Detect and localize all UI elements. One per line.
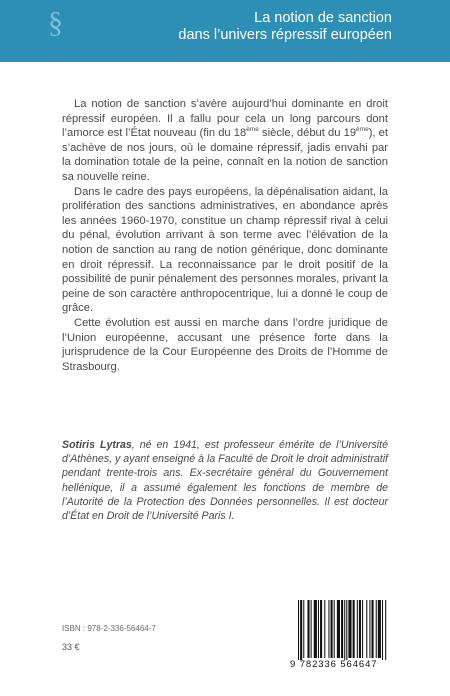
barcode-bar xyxy=(346,600,347,660)
barcode-bar xyxy=(334,600,335,658)
book-title-line-1: La notion de sanction xyxy=(254,10,392,26)
barcode-bar xyxy=(376,600,377,658)
barcode-bar xyxy=(318,600,319,658)
barcode-bar xyxy=(369,600,370,658)
barcode-bar xyxy=(359,600,361,658)
barcode xyxy=(290,598,397,676)
barcode-bars xyxy=(290,598,397,660)
barcode-bar xyxy=(362,600,363,658)
barcode-bar xyxy=(337,600,340,658)
back-cover-summary xyxy=(62,97,388,374)
book-title-line-2: dans l’univers répressif européen xyxy=(178,27,392,43)
author-bio-text: , né en 1941, est professeur émérite de l’Université d’Athènes, y ayant enseigné à la Faculté de Droit le droit administratif pendant trente-trois ans. Ex-secrétaire général du Gouvernement hellénique, il a assumé également les fonctions de membre de l’Autorité de la Protection des Données personnelles. Il est docteur d’État en Droit de l’Université Paris I. xyxy=(62,439,388,523)
author-bio xyxy=(62,438,388,523)
barcode-bar xyxy=(378,600,381,658)
barcode-digits: 9 782336 564647 xyxy=(290,659,378,670)
barcode-bar xyxy=(353,600,355,658)
barcode-bar xyxy=(331,600,333,658)
isbn-number: ISBN : 978-2-336-56464-7 xyxy=(62,624,156,633)
price: 33 € xyxy=(62,642,80,652)
cover-header-band xyxy=(0,0,450,62)
barcode-bar xyxy=(328,600,329,658)
barcode-bar xyxy=(314,600,317,658)
author-name: Sotiris Lytras xyxy=(62,439,132,451)
barcode-bar xyxy=(366,600,367,658)
barcode-bar xyxy=(372,600,374,658)
barcode-bar xyxy=(385,600,386,660)
barcode-bar xyxy=(298,600,299,660)
barcode-bar xyxy=(382,600,383,660)
barcode-bar xyxy=(324,600,325,658)
summary-paragraph-3: Cette évolution est aussi en marche dans l’ordre juridique de l’Union européenne, accusant une présence forte dans la jurisprudence de la Cour Européenne des Droits de l’Homme de Strasbourg. xyxy=(62,316,388,373)
barcode-bar xyxy=(348,600,351,658)
book-title xyxy=(178,10,392,44)
barcode-bar xyxy=(320,600,322,658)
barcode-bar xyxy=(344,600,345,660)
barcode-bar xyxy=(357,600,358,658)
barcode-bar xyxy=(303,600,304,658)
summary-paragraph-1: La notion de sanction s’avère aujourd’hui dominante en droit répressif européen. Il a fallu pour cela un long parcours dont l’amorce est l’État nouveau (fin du 18ème siècle, début du 19ème), et s’achève de nos jours, où le domaine répressif, jadis envahi par la domination totale de la peine, connaît en la notion de sanction sa nouvelle reine. xyxy=(62,98,389,183)
barcode-bar xyxy=(300,600,302,660)
barcode-bar xyxy=(341,600,343,658)
summary-paragraph-2: Dans le cadre des pays européens, la dépénalisation aidant, la prolifération des sanctions administratives, en abondance après les années 1960-1970, constitue un champ répressif rival à celui du pénal, évolution arrivant à son terme avec l’élévation de la notion de sanction au rang de notion générique, donc dominante en droit répressif. La reconnaissance par le droit positif de la possibilité de punir pénalement des personnes morales, privant la peine de son caractère anthropocentrique, lui a donné le coup de grâce. xyxy=(62,185,388,315)
barcode-bar xyxy=(311,600,312,658)
barcode-bar xyxy=(307,600,309,658)
section-symbol-logo: § xyxy=(48,6,63,39)
